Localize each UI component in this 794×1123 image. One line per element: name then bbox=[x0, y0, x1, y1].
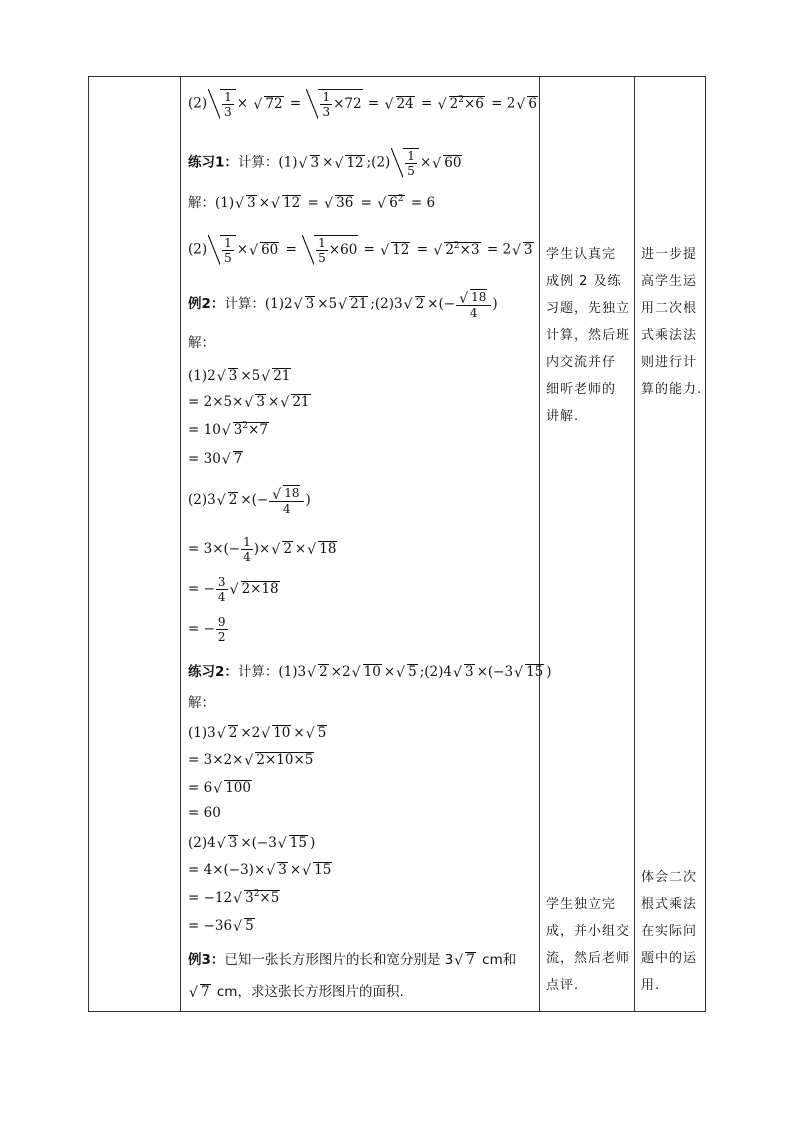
example2-step: = − $\frac{9}{2}$ bbox=[188, 615, 226, 644]
example2-step: = − $\frac{3}{4}$ √ 2×18 bbox=[188, 575, 282, 604]
example2-step: = 2×5×√ 3 ×√ 21 bbox=[188, 393, 313, 411]
example2-step: = 30√ 7 bbox=[188, 450, 245, 468]
header-equation: (2) $\frac{1}{3}$ × √ 72 = $\frac{1}{3}$ ×72 = √ 24 = √ $2^2\times 6 = 2√$ 6 bbox=[188, 89, 540, 119]
student-activity-block: 学生独立完 成，并小组交 流，然后老师 点评. bbox=[546, 897, 631, 993]
exercise1-solution-2: (2) $\frac{1}{5}$ ×√ 60 = $\frac{1}{5}$ ×60 = √ 12 = √ $2^2\times 3 = 2√$ 3 bbox=[188, 235, 536, 265]
content-column bbox=[180, 77, 552, 1011]
exercise2-step: = 3×2×√ 2×10×5 bbox=[188, 751, 316, 769]
lesson-table bbox=[88, 76, 706, 1012]
exercise2-step: = −36√ 5 bbox=[188, 917, 257, 935]
design-intent-block: 进一步提 高学生运 用二次根 式乘法法 则进行计 算的能力. bbox=[641, 247, 703, 397]
exercise2-step: = −12√ $3^2\times 5$ bbox=[188, 889, 282, 907]
student-activity-column bbox=[539, 77, 634, 1011]
example2-step: (1)2√ 3 ×5√ 21 bbox=[188, 367, 293, 385]
example2-question: 例2：计算：(1)2√ 3 ×5√ 21 ;(2)3√ 2 ×(− √ $\frac{18}{4}$ ) bbox=[188, 289, 498, 320]
exercise1-solution-1: 解：(1)√ 3 ×√ 12 = √ 36 = √ $6^2 = 6$ bbox=[188, 194, 435, 212]
student-activity-block: 学生认真完 成例 2 及练 习题，先独立 计算，然后班 内交流并仔 细听老师的 讲解. bbox=[546, 247, 631, 424]
design-intent-column bbox=[634, 77, 707, 1011]
exercise2-step: (1)3√ 2 ×2√ 10 ×√ 5 bbox=[188, 724, 329, 742]
example2-step: = 10√ $3^2\times 7$ bbox=[188, 421, 271, 439]
example2-step: = 3×(− $\frac{1}{4}$ )×√ 2 ×√ 18 bbox=[188, 535, 339, 564]
example2-solution-label: 解： bbox=[188, 335, 215, 351]
exercise1-question: 练习1：计算：(1)√ 3 ×√ 12 ;(2) $\frac{1}{5}$ ×√ 60 bbox=[188, 148, 464, 178]
example3-question-cont: √ 7 cm，求这张长方形图片的面积. bbox=[188, 983, 404, 1001]
design-intent-block: 体会二次 根式乘法 在实际问 题中的运 用. bbox=[641, 870, 698, 993]
exercise2-step: (2)4√ 3 ×(−3√ 15 ) bbox=[188, 834, 315, 852]
exercise2-step: = 4×(−3)×√ 3 ×√ 15 bbox=[188, 861, 334, 879]
exercise2-step: = 60 bbox=[188, 805, 221, 821]
exercise2-step: = 6√ 100 bbox=[188, 779, 254, 797]
exercise2-solution-label: 解： bbox=[188, 695, 215, 711]
example2-step: (2)3√ 2 ×(− √ $\frac{18}{4}$ ) bbox=[188, 485, 311, 516]
exercise2-question: 练习2：计算：(1)3√ 2 ×2√ 10 ×√ 5 ;(2)4√ 3 ×(−3√ 15 ) bbox=[188, 663, 552, 681]
example3-question: 例3：已知一张长方形图片的长和宽分别是 3√ 7 cm和 bbox=[188, 951, 516, 969]
